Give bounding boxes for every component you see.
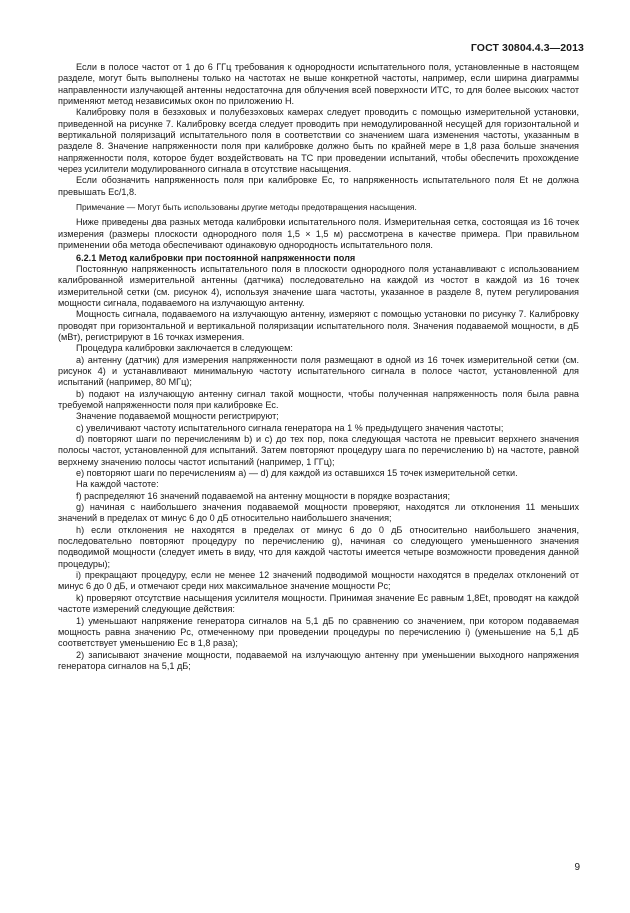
list-item: h) если отклонения не находятся в пределах от минус 6 до 0 дБ относительно наибольшего значения, последовательно повторяют процедуру по перечислению g), начиная со следующего уменьшенного значения подводимой мощности (следует иметь в виду, что для каждой частоты имеется четыре возможности проведения данной процедуры); <box>58 524 579 569</box>
list-item: 1) уменьшают напряжение генератора сигналов на 5,1 дБ по сравнению со значением, при котором подаваемая мощность равна значению Pс, отмеченному при проведении процедуры по перечислению i) (уменьшение на 5,1 дБ соответствует уменьшению Eс в 1,8 раза); <box>58 615 579 649</box>
list-item: 2) записывают значение мощности, подаваемой на излучающую антенну при уменьшении выходного напряжения генератора сигналов на 5,1 дБ; <box>58 649 579 671</box>
section-heading: 6.2.1 Метод калибровки при постоянной напряженности поля <box>76 252 356 263</box>
list-item: f) распределяют 16 значений подаваемой на антенну мощности в порядке возрастания; <box>76 490 451 501</box>
paragraph: На каждой частоте: <box>76 479 159 490</box>
list-item: e) повторяют шаги по перечислениям a) — d) для каждой из оставшихся 15 точек измерительной сетки. <box>76 468 518 479</box>
paragraph: Если обозначить напряженность поля при калибровке Eс, то напряженность испытательного поля Et не должна превышать Eс/1,8. <box>58 175 579 197</box>
document-body <box>58 62 579 672</box>
list-item: k) проверяют отсутствие насыщения усилителя мощности. Принимая значение Eс равным 1,8Et, проводят на каждой частоте измерений следующие действия: <box>58 592 579 615</box>
paragraph: Если в полосе частот от 1 до 6 ГГц требования к однородности испытательного поля, установленные в настоящем разделе, могут быть выполнены только на частотах не выше конкретной частоты, например, если ширина диаграммы направленности излучающей антенны недостаточна для облучения всей поверхности ИТС, то для более высоких частот применяют метод независимых окон по приложению Н. <box>58 62 579 107</box>
paragraph: Ниже приведены два разных метода калибровки испытательного поля. Измерительная сетка, состоящая из 16 точек измерения (размеры плоскости однородного поля 1,5 × 1,5 м) рассмотрена в качестве примера. При правильном применении оба метода обеспечивают одинаковую однородность испытательного поля. <box>58 217 579 251</box>
paragraph: Мощность сигнала, подаваемого на излучающую антенну, измеряют с помощью установки по рисунку 7. Калибровку проводят при горизонтальной и вертикальной поляризации испытательного поля. Значения подаваемой мощности, в дБ (мВт), регистрируют в 16 точках измерения. <box>58 309 579 342</box>
list-item: c) увеличивают частоту испытательного сигнала генератора на 1 % предыдущего значения частоты; <box>76 422 504 433</box>
paragraph: Калибровку поля в безэховых и полубезэховых камерах следует проводить с помощью измерительной установки, приведенной на рисунке 7. Калибровку всегда следует проводить при немодулированной несущей для горизонтальной и вертикальной поляризаций испытательного поля в соответствии со значением шага изменения частоты, указанным в разделе 8. Значение напряженности поля при калибровке должно быть по крайней мере в 1,8 раза больше значения напряженности поля, которое будет воздействовать на ТС при проведении испытаний, чтобы обеспечить прохождение через усилители модулированного сигнала в отсутствие насыщения. <box>58 107 579 175</box>
paragraph: Значение подаваемой мощности регистрируют; <box>76 411 279 422</box>
paragraph: Процедура калибровки заключается в следующем: <box>76 343 293 354</box>
document-code-header: ГОСТ 30804.4.3—2013 <box>470 42 584 54</box>
paragraph: Постоянную напряженность испытательного поля в плоскости однородного поля устанавливают с использованием калиброванной измерительной антенны (датчика) последовательно на каждой из чостот в каждой из 16 точек измерительной сетки (см. рисунок 4), используя значение шага частоты, указанное в разделе 8, путем регулирования мощности сигнала, подаваемого на излучающую антенну. <box>58 263 579 308</box>
note-paragraph: Примечание — Могут быть использованы другие методы предотвращения насыщения. <box>76 202 417 213</box>
list-item: a) антенну (датчик) для измерения напряженности поля размещают в одной из 16 точек измерительной сетки (см. рисунок 4) и устанавливают минимальную частоту испытательного сигнала в полосе частот, установленной для испытаний (например, 80 МГц); <box>58 354 579 388</box>
list-item: b) подают на излучающую антенну сигнал такой мощности, чтобы полученная напряженность поля была равна требуемой напряженности поля при калибровке Eс. <box>58 388 579 410</box>
list-item: g) начиная с наибольшего значения подаваемой мощности проверяют, находятся ли отклонения 11 меньших значений в пределах от минус 6 до 0 дБ относительно наибольшего значения; <box>58 502 579 524</box>
list-item: d) повторяют шаги по перечислениям b) и c) до тех пор, пока следующая частота не превысит верхнего значения полосы частот, установленной для испытаний. Затем повторяют процедуру шага по перечислению b) на частоте, равной верхнему значению полосы частот испытаний (например, 1 ГГц); <box>58 434 579 467</box>
page-number: 9 <box>574 862 580 873</box>
list-item: i) прекращают процедуру, если не менее 12 значений подводимой мощности находятся в пределах отклонений от минус 6 до 0 дБ, и отмечают среди них максимальное значение мощности Pс; <box>58 570 579 592</box>
